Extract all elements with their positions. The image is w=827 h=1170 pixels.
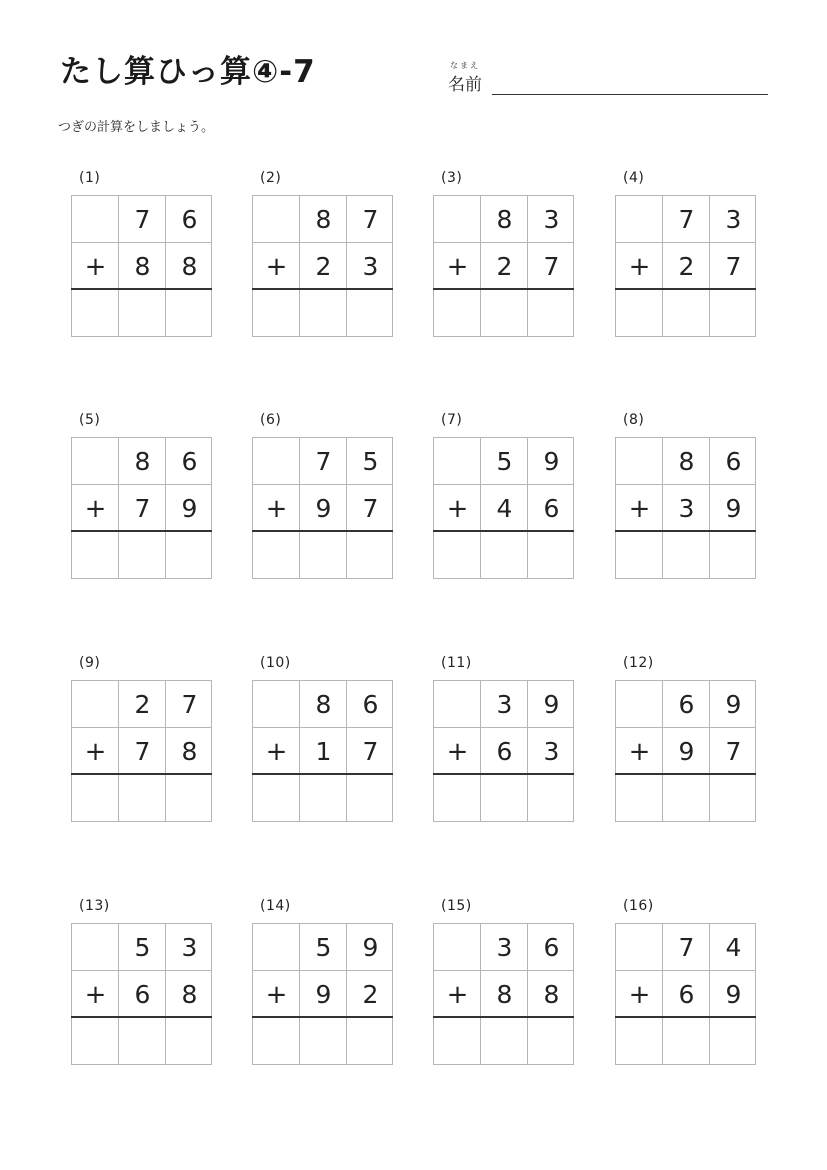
problem-number: (9) [79, 655, 101, 671]
answer-cell[interactable] [253, 532, 300, 579]
answer-cell[interactable] [119, 775, 166, 822]
answer-cell[interactable] [253, 1018, 300, 1065]
bottom-digit: 2 [678, 252, 695, 281]
top-digit: 7 [181, 690, 198, 719]
answer-cell[interactable] [253, 290, 300, 337]
addition-grid [615, 680, 756, 822]
bottom-digit: 9 [315, 494, 332, 523]
top-digit: 6 [181, 447, 198, 476]
answer-cell[interactable] [347, 532, 394, 579]
bottom-digit: 1 [315, 737, 332, 766]
bottom-digit: 2 [496, 252, 513, 281]
problem-number: (2) [260, 170, 282, 186]
top-digit: 5 [315, 933, 332, 962]
bottom-digit: 9 [181, 494, 198, 523]
problem-3 [433, 170, 575, 340]
answer-cell[interactable] [616, 290, 663, 337]
answer-cell[interactable] [72, 290, 119, 337]
answer-cell[interactable] [663, 290, 710, 337]
bottom-digit: 3 [678, 494, 695, 523]
top-digit: 6 [362, 690, 379, 719]
problem-7 [433, 412, 575, 582]
answer-cell[interactable] [166, 775, 213, 822]
addition-grid [433, 923, 574, 1065]
bottom-digit: 8 [134, 252, 151, 281]
bottom-digit: 8 [543, 980, 560, 1009]
answer-cell[interactable] [481, 1018, 528, 1065]
top-digit: 8 [315, 205, 332, 234]
answer-cell[interactable] [528, 532, 575, 579]
problem-number: (10) [260, 655, 291, 671]
top-digit: 5 [362, 447, 379, 476]
problem-number: (12) [623, 655, 654, 671]
plus-sign: + [446, 493, 469, 524]
answer-cell[interactable] [166, 290, 213, 337]
bottom-digit: 2 [315, 252, 332, 281]
problem-2 [252, 170, 394, 340]
problem-11 [433, 655, 575, 825]
addition-grid [615, 923, 756, 1065]
bottom-digit: 7 [725, 737, 742, 766]
problem-13 [71, 898, 213, 1068]
bottom-digit: 2 [362, 980, 379, 1009]
name-label: 名前 [448, 75, 482, 95]
addition-grid [71, 195, 212, 337]
top-digit: 7 [678, 205, 695, 234]
bottom-digit: 8 [496, 980, 513, 1009]
problem-number: (11) [441, 655, 472, 671]
top-digit: 5 [496, 447, 513, 476]
addition-grid [252, 680, 393, 822]
plus-sign: + [265, 979, 288, 1010]
top-digit: 7 [134, 205, 151, 234]
name-field [448, 60, 768, 96]
plus-sign: + [628, 736, 651, 767]
problem-number: (16) [623, 898, 654, 914]
bottom-digit: 8 [181, 980, 198, 1009]
answer-cell[interactable] [710, 1018, 757, 1065]
problem-number: (14) [260, 898, 291, 914]
instruction-text: つぎの計算をしましょう。 [58, 120, 215, 135]
problem-number: (7) [441, 412, 463, 428]
top-digit: 3 [543, 205, 560, 234]
answer-cell[interactable] [119, 290, 166, 337]
problem-number: (3) [441, 170, 463, 186]
answer-cell[interactable] [710, 532, 757, 579]
plus-sign: + [628, 251, 651, 282]
top-digit: 9 [543, 690, 560, 719]
top-digit: 6 [181, 205, 198, 234]
answer-cell[interactable] [347, 290, 394, 337]
plus-sign: + [265, 251, 288, 282]
problem-8 [615, 412, 757, 582]
problem-number: (6) [260, 412, 282, 428]
answer-cell[interactable] [434, 532, 481, 579]
page-title: たし算ひっ算④-7 [60, 54, 316, 90]
answer-cell[interactable] [300, 290, 347, 337]
bottom-digit: 6 [678, 980, 695, 1009]
bottom-digit: 7 [362, 494, 379, 523]
problem-number: (15) [441, 898, 472, 914]
top-digit: 8 [496, 205, 513, 234]
bottom-digit: 3 [543, 737, 560, 766]
bottom-digit: 7 [543, 252, 560, 281]
problem-5 [71, 412, 213, 582]
bottom-digit: 9 [725, 980, 742, 1009]
bottom-digit: 6 [543, 494, 560, 523]
answer-cell[interactable] [481, 775, 528, 822]
plus-sign: + [84, 251, 107, 282]
bottom-digit: 3 [362, 252, 379, 281]
answer-cell[interactable] [300, 775, 347, 822]
problem-number: (13) [79, 898, 110, 914]
answer-cell[interactable] [166, 532, 213, 579]
top-digit: 6 [678, 690, 695, 719]
name-ruby: なまえ [450, 61, 480, 70]
top-digit: 3 [725, 205, 742, 234]
answer-cell[interactable] [663, 775, 710, 822]
top-digit: 7 [678, 933, 695, 962]
plus-sign: + [84, 736, 107, 767]
answer-cell[interactable] [434, 775, 481, 822]
bottom-digit: 8 [181, 252, 198, 281]
plus-sign: + [446, 736, 469, 767]
problem-14 [252, 898, 394, 1068]
top-digit: 9 [543, 447, 560, 476]
answer-cell[interactable] [528, 775, 575, 822]
plus-sign: + [628, 493, 651, 524]
answer-cell[interactable] [119, 532, 166, 579]
problem-10 [252, 655, 394, 825]
answer-cell[interactable] [300, 1018, 347, 1065]
top-digit: 2 [134, 690, 151, 719]
answer-cell[interactable] [710, 290, 757, 337]
answer-cell[interactable] [72, 1018, 119, 1065]
plus-sign: + [628, 979, 651, 1010]
top-digit: 7 [362, 205, 379, 234]
bottom-digit: 4 [496, 494, 513, 523]
bottom-digit: 8 [181, 737, 198, 766]
plus-sign: + [265, 493, 288, 524]
addition-grid [71, 680, 212, 822]
problem-15 [433, 898, 575, 1068]
top-digit: 4 [725, 933, 742, 962]
bottom-digit: 7 [362, 737, 379, 766]
answer-cell[interactable] [616, 775, 663, 822]
addition-grid [433, 195, 574, 337]
answer-cell[interactable] [166, 1018, 213, 1065]
answer-cell[interactable] [481, 290, 528, 337]
answer-cell[interactable] [616, 1018, 663, 1065]
problem-1 [71, 170, 213, 340]
bottom-digit: 7 [134, 494, 151, 523]
bottom-digit: 9 [678, 737, 695, 766]
answer-cell[interactable] [663, 532, 710, 579]
plus-sign: + [84, 979, 107, 1010]
addition-grid [615, 195, 756, 337]
bottom-digit: 9 [725, 494, 742, 523]
problem-4 [615, 170, 757, 340]
top-digit: 3 [496, 933, 513, 962]
addition-grid [433, 437, 574, 579]
problem-12 [615, 655, 757, 825]
answer-cell[interactable] [300, 532, 347, 579]
bottom-digit: 7 [725, 252, 742, 281]
top-digit: 9 [362, 933, 379, 962]
bottom-digit: 6 [496, 737, 513, 766]
top-digit: 6 [725, 447, 742, 476]
answer-cell[interactable] [710, 775, 757, 822]
top-digit: 3 [496, 690, 513, 719]
addition-grid [71, 437, 212, 579]
top-digit: 8 [678, 447, 695, 476]
problem-6 [252, 412, 394, 582]
addition-grid [252, 437, 393, 579]
bottom-digit: 6 [134, 980, 151, 1009]
top-digit: 8 [134, 447, 151, 476]
top-digit: 5 [134, 933, 151, 962]
bottom-digit: 9 [315, 980, 332, 1009]
top-digit: 7 [315, 447, 332, 476]
addition-grid [71, 923, 212, 1065]
answer-cell[interactable] [663, 1018, 710, 1065]
answer-cell[interactable] [347, 1018, 394, 1065]
top-digit: 6 [543, 933, 560, 962]
addition-grid [615, 437, 756, 579]
problem-number: (1) [79, 170, 101, 186]
answer-cell[interactable] [72, 532, 119, 579]
answer-cell[interactable] [434, 290, 481, 337]
plus-sign: + [84, 493, 107, 524]
plus-sign: + [446, 979, 469, 1010]
answer-cell[interactable] [119, 1018, 166, 1065]
top-digit: 3 [181, 933, 198, 962]
answer-cell[interactable] [528, 1018, 575, 1065]
addition-grid [252, 923, 393, 1065]
name-write-line[interactable] [492, 94, 768, 95]
problem-16 [615, 898, 757, 1068]
answer-cell[interactable] [347, 775, 394, 822]
problem-number: (4) [623, 170, 645, 186]
plus-sign: + [446, 251, 469, 282]
answer-cell[interactable] [253, 775, 300, 822]
bottom-digit: 7 [134, 737, 151, 766]
problem-number: (5) [79, 412, 101, 428]
answer-cell[interactable] [481, 532, 528, 579]
plus-sign: + [265, 736, 288, 767]
problem-number: (8) [623, 412, 645, 428]
top-digit: 8 [315, 690, 332, 719]
addition-grid [433, 680, 574, 822]
problem-9 [71, 655, 213, 825]
answer-cell[interactable] [72, 775, 119, 822]
top-digit: 9 [725, 690, 742, 719]
answer-cell[interactable] [528, 290, 575, 337]
answer-cell[interactable] [434, 1018, 481, 1065]
answer-cell[interactable] [616, 532, 663, 579]
addition-grid [252, 195, 393, 337]
